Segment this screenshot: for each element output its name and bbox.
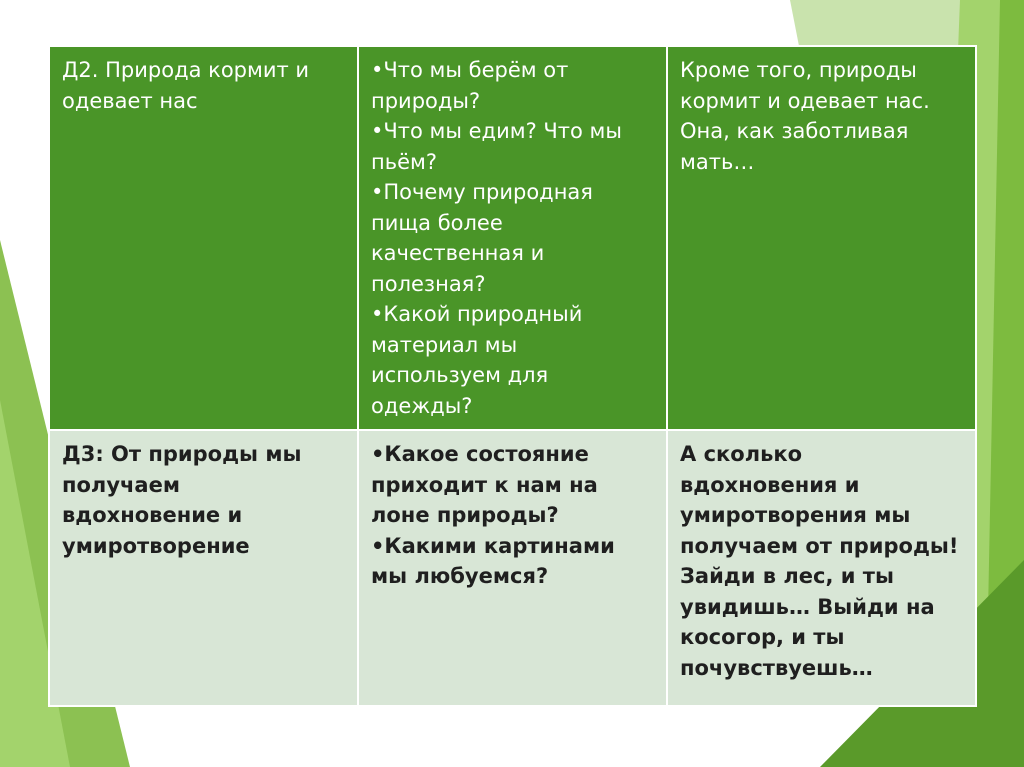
table-cell <box>49 430 358 706</box>
cell-line: получаем <box>62 472 181 497</box>
cell-line: лоне природы? <box>371 503 559 527</box>
cell-line: •Какой природный <box>371 302 583 326</box>
cell-line: пища более <box>371 210 503 235</box>
table-row <box>49 46 976 430</box>
cell-line: А сколько <box>680 442 803 466</box>
cell-line: •Какими картинами <box>371 533 615 558</box>
cell-line: Зайди в лес, и ты <box>680 564 894 588</box>
cell-line: косогор, и ты <box>680 625 845 649</box>
cell-line: •Какое состояние <box>371 442 589 466</box>
cell-line: мы любуемся? <box>371 564 549 588</box>
cell-line: материал мы <box>371 332 518 357</box>
cell-line: полезная? <box>371 271 486 296</box>
cell-line: умиротворение <box>62 533 250 558</box>
cell-line: одежды? <box>371 393 473 418</box>
cell-line: •Что мы едим? Что мы <box>371 119 622 143</box>
cell-line: приходит к нам на <box>371 472 598 497</box>
cell-line: умиротворения мы <box>680 503 911 527</box>
cell-line: получаем от природы! <box>680 533 959 558</box>
cell-line: увидишь… Выйди на <box>680 594 935 619</box>
cell-line: пьём? <box>371 149 438 174</box>
table-cell <box>667 430 976 706</box>
cell-line: вдохновение и <box>62 503 243 527</box>
cell-line: мать… <box>680 149 755 174</box>
table-row <box>49 430 976 706</box>
cell-line: Кроме того, природы <box>680 58 917 82</box>
cell-line: •Что мы берём от <box>371 58 569 82</box>
cell-line: вдохновения и <box>680 472 860 497</box>
cell-line: используем для <box>371 363 549 387</box>
cell-line: одевает нас <box>62 88 198 113</box>
cell-line: Д2. Природа кормит и <box>62 58 310 82</box>
cell-line: почувствуешь… <box>680 655 873 680</box>
cell-line: кормит и одевает нас. <box>680 88 930 113</box>
table-cell <box>49 46 358 430</box>
cell-line: качественная и <box>371 241 545 265</box>
cell-line: Она, как заботливая <box>680 119 909 143</box>
content-table <box>48 45 977 707</box>
cell-line: природы? <box>371 88 481 113</box>
table-cell <box>358 430 667 706</box>
table-cell <box>358 46 667 430</box>
cell-line: •Почему природная <box>371 180 593 204</box>
table-cell <box>667 46 976 430</box>
cell-line: Д3: От природы мы <box>62 442 302 466</box>
